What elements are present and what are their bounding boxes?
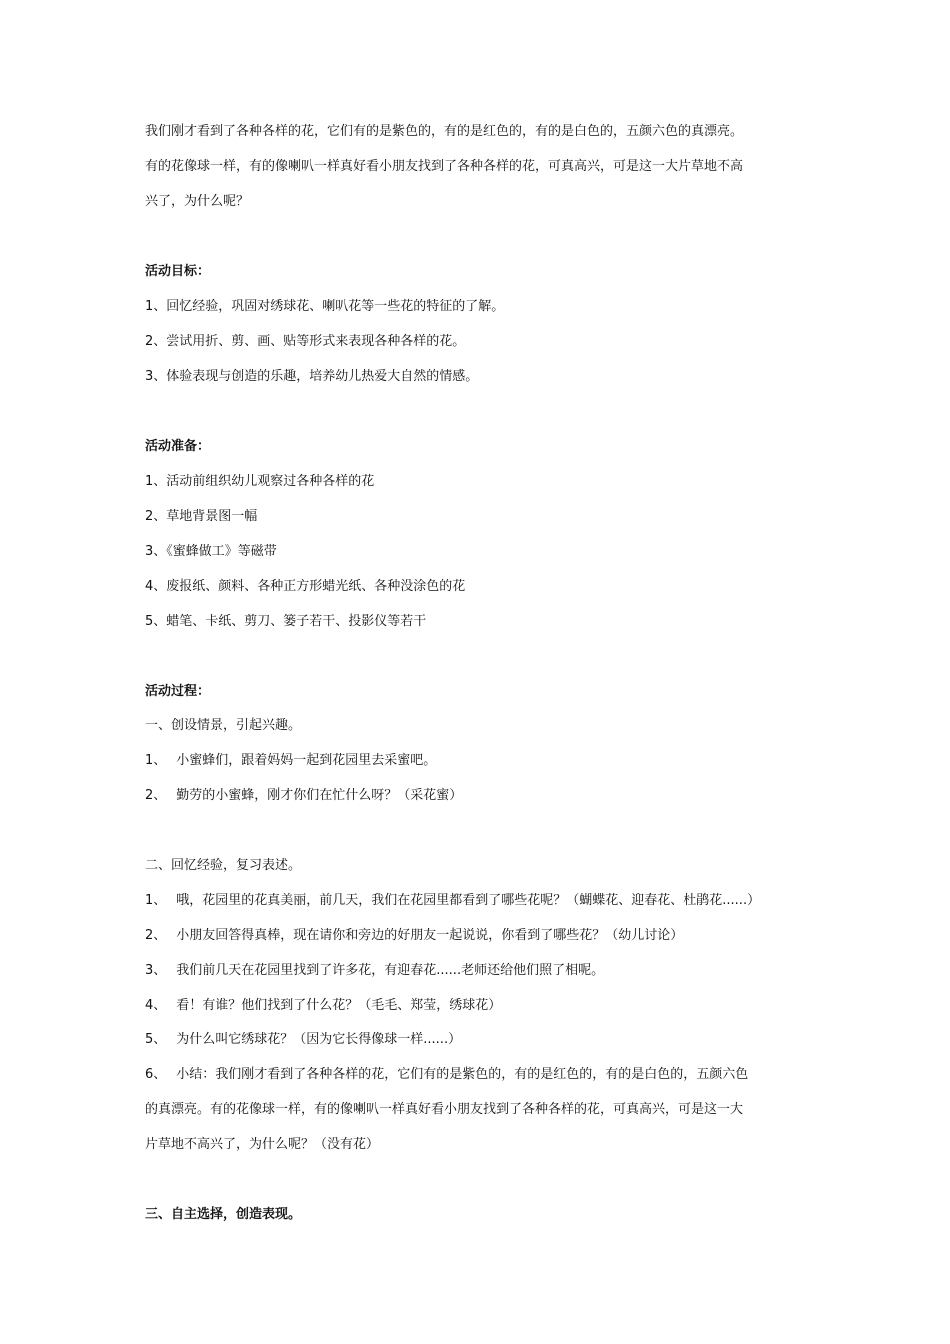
prep-item-1: 1、活动前组织幼儿观察过各种各样的花 (145, 474, 375, 489)
item-text: 为什么叫它绣球花？（因为它长得像球一样......） (176, 1032, 462, 1047)
part2-item (145, 927, 825, 945)
item-number: 1、 (145, 893, 167, 908)
part3-title: 三、自主选择，创造表现。 (145, 1207, 302, 1222)
item-number: 2、 (145, 928, 167, 943)
item-number: 4、 (145, 998, 167, 1013)
part1-item (145, 752, 825, 770)
part2-summary-line-2: 的真漂亮。有的花像球一样，有的像喇叭一样真好看小朋友找到了各种各样的花，可真高兴，可是这一大 (145, 1102, 744, 1117)
part2-item (145, 1066, 825, 1084)
part1-item (145, 787, 825, 805)
part2-title: 二、回忆经验，复习表述。 (145, 858, 302, 873)
item-text: 看！有谁？他们找到了什么花？（毛毛、郑莹，绣球花） (176, 998, 502, 1013)
intro-line-1: 我们刚才看到了各种各样的花，它们有的是紫色的，有的是红色的，有的是白色的，五颜六色的真漂亮。 (145, 124, 744, 139)
item-text: 我们前几天在花园里找到了许多花，有迎春花......老师还给他们照了相呢。 (176, 963, 605, 978)
item-number: 3、 (145, 963, 167, 978)
prep-item-2: 2、草地背景图一幅 (145, 509, 258, 524)
part2-item (145, 892, 825, 910)
item-text: 哦，花园里的花真美丽，前几天，我们在花园里都看到了哪些花呢？（蝴蝶花、迎春花、杜鹃花......） (176, 893, 761, 908)
goals-item-1: 1、回忆经验，巩固对绣球花、喇叭花等一些花的特征的了解。 (145, 299, 505, 314)
part2-summary-line-3: 片草地不高兴了，为什么呢？（没有花） (145, 1137, 380, 1152)
item-text: 勤劳的小蜜蜂，刚才你们在忙什么呀？（采花蜜） (176, 788, 463, 803)
process-heading: 活动过程： (145, 684, 211, 699)
prep-item-4: 4、废报纸、颜料、各种正方形蜡光纸、各种没涂色的花 (145, 579, 466, 594)
part2-item (145, 962, 825, 980)
goals-item-3: 3、体验表现与创造的乐趣，培养幼儿热爱大自然的情感。 (145, 369, 479, 384)
item-text: 小朋友回答得真棒，现在请你和旁边的好朋友一起说说，你看到了哪些花？（幼儿讨论） (176, 928, 684, 943)
prep-item-5: 5、蜡笔、卡纸、剪刀、篓子若干、投影仪等若干 (145, 614, 427, 629)
goals-item-2: 2、尝试用折、剪、画、贴等形式来表现各种各样的花。 (145, 334, 466, 349)
item-number: 2、 (145, 788, 167, 803)
prep-heading: 活动准备： (145, 439, 211, 454)
item-number: 5、 (145, 1032, 167, 1047)
intro-line-2: 有的花像球一样，有的像喇叭一样真好看小朋友找到了各种各样的花，可真高兴，可是这一大片草地不高 (145, 159, 744, 174)
goals-heading: 活动目标： (145, 264, 211, 279)
intro-line-3: 兴了，为什么呢？ (145, 194, 250, 209)
item-text: 小结：我们刚才看到了各种各样的花，它们有的是紫色的，有的是红色的，有的是白色的，五颜六色 (176, 1067, 749, 1082)
item-text: 小蜜蜂们，跟着妈妈一起到花园里去采蜜吧。 (176, 753, 437, 768)
prep-item-3: 3、《蜜蜂做工》等磁带 (145, 544, 277, 559)
part1-title: 一、创设情景，引起兴趣。 (145, 718, 302, 733)
item-number: 6、 (145, 1067, 167, 1082)
part2-item (145, 1031, 825, 1049)
item-number: 1、 (145, 753, 167, 768)
part2-item (145, 997, 825, 1015)
